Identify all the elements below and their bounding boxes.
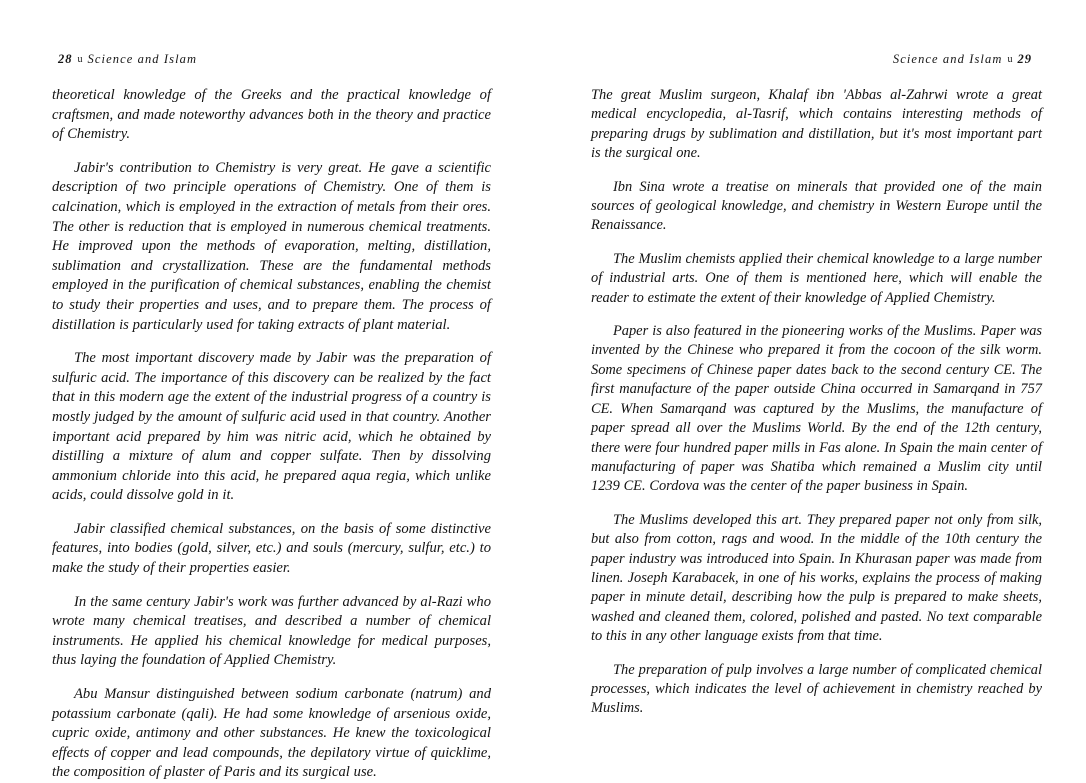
paragraph: Abu Mansur distinguished between sodium carbonate (natrum) and potassium carbonate (qali). He had some knowledge of arsenious oxide, cupric oxide, antimony and other substances. He knew the toxicological effects of copper and lead compounds, the depilatory virtue of quicklime, the composition of plaster of Paris and its surgical use. <box>52 686 491 781</box>
text-column-right <box>591 86 1042 719</box>
page-number-left: 28 <box>58 52 73 66</box>
paragraph: The most important discovery made by Jabir was the preparation of sulfuric acid. The importance of this discovery can be realized by the fact that in this modern age the extent of the industrial progress of a country is mostly judged by the amount of sulfuric acid used in that country. Another important acid prepared by him was nitric acid, which he obtained by distilling a mixture of alum and copper sulfate. Then by dissolving ammonium chloride into this acid, he prepared aqua regia, which unlike acids, could dissolve gold in it. <box>52 350 491 504</box>
paragraph: theoretical knowledge of the Greeks and the practical knowledge of craftsmen, and made noteworthy advances both in the theory and practice of Chemistry. <box>52 87 491 143</box>
page-number-right: 29 <box>1017 52 1032 66</box>
paragraph: The great Muslim surgeon, Khalaf ibn 'Abbas al-Zahrwi wrote a great medical encyclopedia, al-Tasrif, which contains interesting methods of preparing drugs by sublimation and distillation, but it's most important part is the surgical one. <box>591 87 1042 162</box>
running-head-right <box>591 44 1042 74</box>
paragraph: Paper is also featured in the pioneering works of the Muslims. Paper was invented by the Chinese who prepared it from the cocoon of the silk worm. Some specimens of Chinese paper dates back to the second century CE. The first manufacture of the paper outside China occurred in Samarqand in 757 CE. When Samarqand was captured by the Muslims, the manufacture of paper spread all over the Muslims World. By the end of the 12th century, there were four hundred paper mills in Fas alone. In Spain the main center of manufacturing of paper was Shatiba which remained a Muslim city until 1239 CE. Cordova was the center of the paper business in Spain. <box>591 323 1042 495</box>
header-ornament-icon: u <box>77 54 83 65</box>
paragraph: The preparation of pulp involves a large number of complicated chemical processes, which indicates the level of achievement in chemistry reached by Muslims. <box>591 661 1042 717</box>
paragraph: Jabir's contribution to Chemistry is very great. He gave a scientific description of two principle operations of Chemistry. One of them is calcination, which is employed in the extraction of metals from their ores. The other is reduction that is employed in numerous chemical treatments. He improved upon the methods of evaporation, melting, distillation, sublimation and crystallization. These are the fundamental methods employed in the purification of chemical substances, enabling the chemist to study their properties and uses, and to prepare them. The process of distillation is particularly used for taking extracts of plant material. <box>52 159 491 333</box>
book-title-left: Science and Islam <box>87 52 198 66</box>
book-title-right: Science and Islam <box>892 52 1003 66</box>
header-ornament-icon: u <box>1007 54 1013 65</box>
running-head-left <box>52 44 491 74</box>
paragraph: In the same century Jabir's work was further advanced by al-Razi who wrote many chemical treatises, and described a number of chemical instruments. He applied his chemical knowledge for medical purposes, thus laying the foundation of Applied Chemistry. <box>52 593 491 669</box>
page-left <box>0 0 543 781</box>
paragraph: Ibn Sina wrote a treatise on minerals that provided one of the main sources of geological knowledge, and chemistry in Western Europe until the Renaissance. <box>591 178 1042 234</box>
paragraph: Jabir classified chemical substances, on the basis of some distinctive features, into bodies (gold, silver, etc.) and souls (mercury, sulfur, etc.) to make the study of their properties easier. <box>52 520 491 577</box>
text-column-left <box>52 86 491 783</box>
page-right <box>543 0 1086 767</box>
paragraph: The Muslims developed this art. They prepared paper not only from silk, but also from cotton, rags and wood. In the middle of the 10th century the paper industry was introduced into Spain. In Khurasan paper was made from linen. Joseph Karabacek, in one of his works, explains the process of making paper in minute detail, describing how the pulp is prepared to make sheets, washed and cleaned them, colored, polished and pasted. No text comparable to this in any other language exists from that time. <box>591 511 1042 645</box>
paragraph: The Muslim chemists applied their chemical knowledge to a large number of industrial arts. One of them is mentioned here, which will enable the reader to estimate the extent of their knowledge of Applied Chemistry. <box>591 250 1042 306</box>
